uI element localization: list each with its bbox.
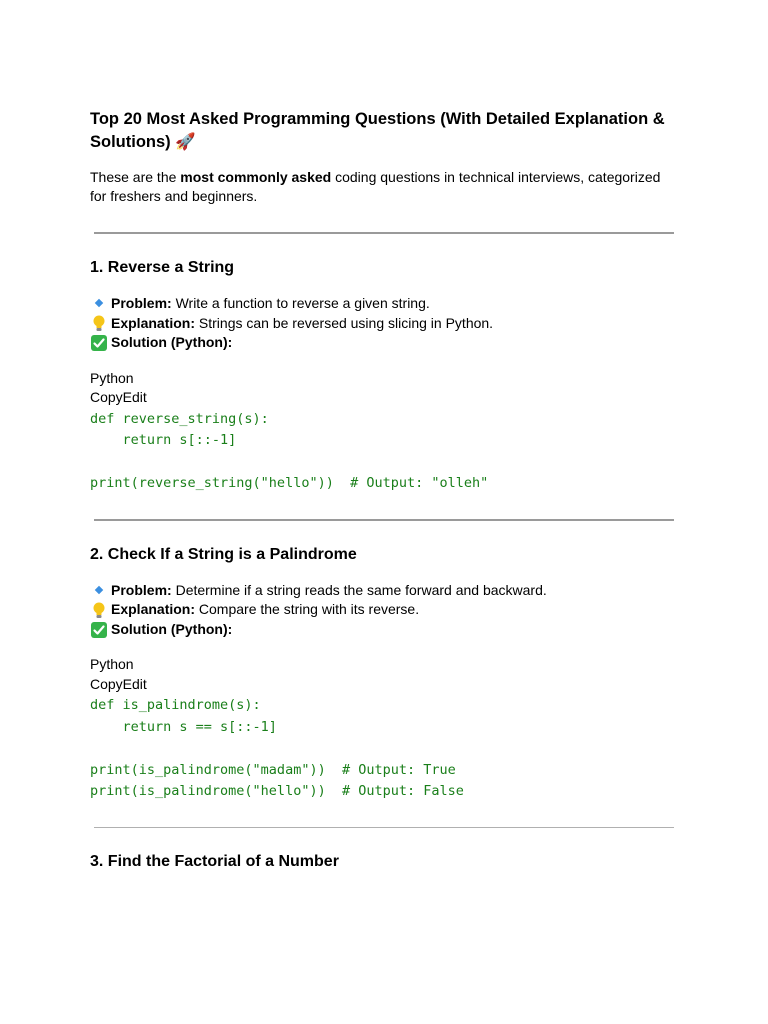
explanation-label: Explanation: — [111, 601, 196, 617]
explanation-line — [90, 600, 678, 620]
intro-paragraph — [90, 168, 678, 206]
explanation-text: Compare the string with its reverse. — [195, 601, 420, 617]
problem-label: Problem: — [111, 581, 172, 598]
code-language-label: Python — [90, 656, 134, 672]
check-mark-icon — [90, 622, 108, 638]
solution-line — [90, 333, 678, 353]
code-language-label: Python — [90, 369, 134, 386]
section-title: 2. Check If a String is a Palindrome — [90, 545, 357, 563]
copy-edit-link[interactable]: CopyEdit — [90, 675, 147, 692]
solution-label: Solution (Python): — [111, 620, 233, 637]
section-title: 1. Reverse a String — [90, 259, 235, 276]
solution-line — [90, 620, 678, 640]
problem-line — [90, 294, 678, 314]
explanation-line — [90, 314, 678, 334]
solution-label: Solution (Python): — [111, 334, 233, 350]
code-block: def reverse_string(s): return s[::-1] print(reverse_string("hello")) # Output: "olleh" — [90, 410, 489, 491]
explanation-text: Strings can be reversed using slicing in Python. — [195, 314, 494, 331]
intro-prefix: These are the — [90, 169, 181, 185]
intro-suffix: coding questions in technical interviews, categorized for freshers and beginners. — [90, 169, 661, 204]
light-bulb-icon — [90, 602, 108, 619]
intro-bold: most commonly asked — [180, 169, 332, 185]
blue-diamond-icon — [95, 586, 103, 594]
document-title: Top 20 Most Asked Programming Questions (With Detailed Explanation & Solutions) 🚀 — [90, 110, 665, 151]
check-mark-icon — [90, 335, 108, 351]
light-bulb-icon — [90, 315, 108, 332]
explanation-label: Explanation: — [111, 314, 196, 331]
blue-diamond-icon — [95, 299, 103, 307]
problem-line — [90, 581, 678, 601]
question-section-1 — [90, 234, 678, 495]
question-section-3 — [90, 828, 678, 872]
problem-text: Determine if a string reads the same forward and backward. — [171, 581, 547, 598]
problem-text: Write a function to reverse a given string. — [171, 295, 430, 311]
copy-edit-link[interactable]: CopyEdit — [90, 389, 147, 405]
problem-label: Problem: — [111, 295, 172, 311]
question-section-2 — [90, 521, 678, 803]
code-block: def is_palindrome(s): return s == s[::-1] print(is_palindrome("madam")) # Output: True print(is_palindrome("hello")) # Output: False — [90, 697, 464, 799]
section-title: 3. Find the Factorial of a Number — [90, 852, 339, 870]
